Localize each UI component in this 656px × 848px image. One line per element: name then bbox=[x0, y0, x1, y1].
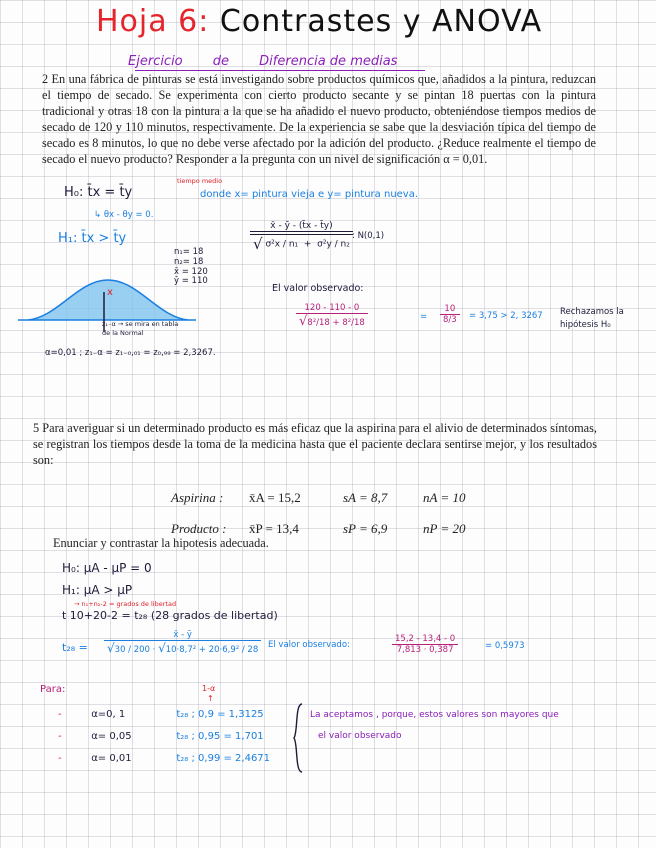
sol2-statistic: $\frac{x̄ - ȳ - (t̄x - t̄y)}{\text{√ σ²x / n₁ + σ²y / n₂}}$ bbox=[250, 221, 353, 253]
sol2-stat-den2: σ²y / n₂ bbox=[317, 239, 350, 250]
sol5-case-2 bbox=[58, 731, 264, 742]
row-mean: x̄A = 15,2 bbox=[249, 489, 301, 505]
sol2-hint: ↳ θx - θy = 0. bbox=[94, 210, 154, 220]
sol5-t-den1: 30 / 200 bbox=[114, 645, 150, 655]
table-row bbox=[170, 482, 466, 513]
sol2-eq: = bbox=[420, 312, 428, 322]
row-sd: sA = 8,7 bbox=[343, 489, 388, 505]
row-sd: sP = 6,9 bbox=[343, 520, 388, 536]
bullet: - bbox=[58, 753, 62, 764]
case-t: t₂₈ ; 0,99 = 2,4671 bbox=[176, 753, 271, 764]
sol5-case-3 bbox=[58, 753, 270, 764]
sol5-t-fraction: $\frac{x̄ - ȳ}{\text{√30 / 200 · √10·8,7² + 20·6,9² / 28}}$ bbox=[104, 630, 261, 655]
sol2-eq-num: 10 bbox=[440, 304, 460, 315]
subtitle-word1: Ejercicio bbox=[128, 54, 183, 69]
subtitle-word3: Diferencia de medias bbox=[259, 54, 398, 69]
sol5-t-line: t 10+20-2 = t₂₈ (28 grados de libertad) bbox=[62, 609, 278, 622]
curly-brace bbox=[292, 702, 306, 774]
sol5-df-note: → n₁+n₂-2 = grados de libertad bbox=[74, 600, 177, 608]
sol2-observed-label: El valor observado: bbox=[272, 283, 364, 294]
sol2-tiempo-medio: tiempo medio bbox=[177, 177, 223, 185]
normal-curve-shaded-area bbox=[28, 280, 188, 320]
sol2-obs-num: 120 - 110 - 0 bbox=[296, 303, 368, 314]
page-title bbox=[96, 4, 542, 39]
row-n: nP = 20 bbox=[423, 520, 466, 536]
sol2-data-ybar: ȳ = 110 bbox=[174, 276, 208, 287]
bullet: - bbox=[58, 731, 62, 742]
case-alpha: α=0, 1 bbox=[91, 709, 126, 720]
sol5-obs-num: 15,2 - 13,4 - 0 bbox=[392, 634, 458, 645]
sol5-observed-label: El valor observado: bbox=[268, 640, 350, 650]
curve-note: z₁₋α → se mira en tabla de la Normal bbox=[102, 320, 179, 337]
problem5-statement: 5 Para averiguar si un determinado producto es más eficaz que la aspirina para el alivio de determinados síntomas, se registran los tiempos desde la toma de la medicina hasta que el paciente declara sentirse mejor, y los resultados son: bbox=[33, 421, 597, 468]
sol2-obs-den: 8²/18 + 8²/18 bbox=[307, 318, 365, 328]
curve-mark: x bbox=[107, 287, 113, 298]
sol5-t-den2: 10·8,7² + 20·6,9² / 28 bbox=[165, 645, 259, 655]
problem5-task: Enunciar y contrastar la hipotesis adecuada. bbox=[53, 536, 269, 550]
sol2-h0: H₀: t̄x = t̄y bbox=[64, 185, 133, 200]
arrow-up-icon: ↑ bbox=[207, 694, 214, 703]
sol5-obs-den: 7,813 · 0,387 bbox=[396, 645, 454, 655]
sol2-conclusion: Rechazamos la hipótesis H₀ bbox=[560, 307, 624, 330]
subtitle-word2: de bbox=[212, 54, 230, 69]
row-name: Producto : bbox=[171, 520, 227, 536]
sol5-one-minus-alpha: 1-α bbox=[202, 684, 216, 693]
sol2-alpha-line: α=0,01 ; z₁₋α = z₁₋₀,₀₁ = z₀,₉₉ = 2,3267. bbox=[45, 348, 216, 358]
sol2-stat-num: x̄ - ȳ - (t̄x - t̄y) bbox=[250, 221, 353, 232]
sol5-obs-result: = 0,5973 bbox=[485, 641, 525, 651]
sol5-h0: H₀: μA - μP = 0 bbox=[62, 561, 152, 575]
row-name: Aspirina : bbox=[171, 489, 224, 505]
row-n: nA = 10 bbox=[423, 489, 466, 505]
sol2-eq-den: 8/3 bbox=[443, 315, 457, 325]
sol5-case-1 bbox=[58, 709, 264, 720]
title-part1: Hoja 6: bbox=[96, 4, 210, 39]
sol2-h1: H₁: t̄x > t̄y bbox=[58, 231, 127, 246]
bullet: - bbox=[58, 709, 62, 720]
sol2-stat-den1: σ²x / n₁ bbox=[265, 239, 299, 250]
sol2-donde: donde x= pintura vieja e y= pintura nueva. bbox=[200, 189, 419, 200]
sol5-observed-fraction bbox=[392, 634, 458, 655]
sol5-para: Para: bbox=[40, 684, 66, 695]
case-alpha: α= 0,01 bbox=[91, 753, 132, 764]
title-part2: Contrastes y ANOVA bbox=[219, 4, 543, 39]
sol5-accept-line1: La aceptamos , porque, estos valores son mayores que bbox=[310, 710, 559, 720]
sol5-t-num: x̄ - ȳ bbox=[104, 630, 261, 641]
sol2-result: = 3,75 > 2, 3267 bbox=[469, 311, 543, 321]
sol2-data-n2: n₂= 18 bbox=[174, 256, 204, 267]
sol5-accept-line2: el valor observado bbox=[318, 731, 402, 741]
sol2-distribution: : N(0,1) bbox=[352, 231, 385, 241]
sol2-data-xbar: x̄ = 120 bbox=[174, 266, 208, 277]
case-t: t₂₈ ; 0,95 = 1,701 bbox=[176, 731, 264, 742]
problem2-statement: 2 En una fábrica de pinturas se está investigando sobre productos químicos que, añadidos a la pintura, reduzcan el tiempo de secado. Se experimenta con cierto producto secante y se pintan 18 puertas con la pintura tradicional y otras 18 con la pintura a la que se ha añadido el nuevo producto, obteniéndose tiempos medios de secado de 120 y 110 minutos, respectivamente. De la experiencia se sabe que la desviación típica del tiempo de secado es 8 minutos, lo que no debe verse afectado por la adición del producto. ¿Reduce realmente el tiempo de secado el nuevo producto? Responder a la pregunta con un nivel de significación α = 0,01. bbox=[42, 72, 596, 167]
sol2-observed-fraction: $\frac{120 - 110 - 0}{\text{√8²/18 + 8²/18}}$ bbox=[296, 303, 368, 329]
sol2-data-n1: n₁= 18 bbox=[174, 247, 204, 257]
case-alpha: α= 0,05 bbox=[91, 731, 132, 742]
sol5-h1: H₁: μA > μP bbox=[62, 583, 133, 597]
sol2-simplified bbox=[440, 304, 460, 325]
row-mean: x̄P = 13,4 bbox=[249, 520, 299, 536]
subtitle bbox=[128, 54, 423, 69]
case-t: t₂₈ ; 0,9 = 1,3125 bbox=[176, 709, 264, 720]
sol5-t28: t₂₈ = bbox=[62, 641, 88, 654]
